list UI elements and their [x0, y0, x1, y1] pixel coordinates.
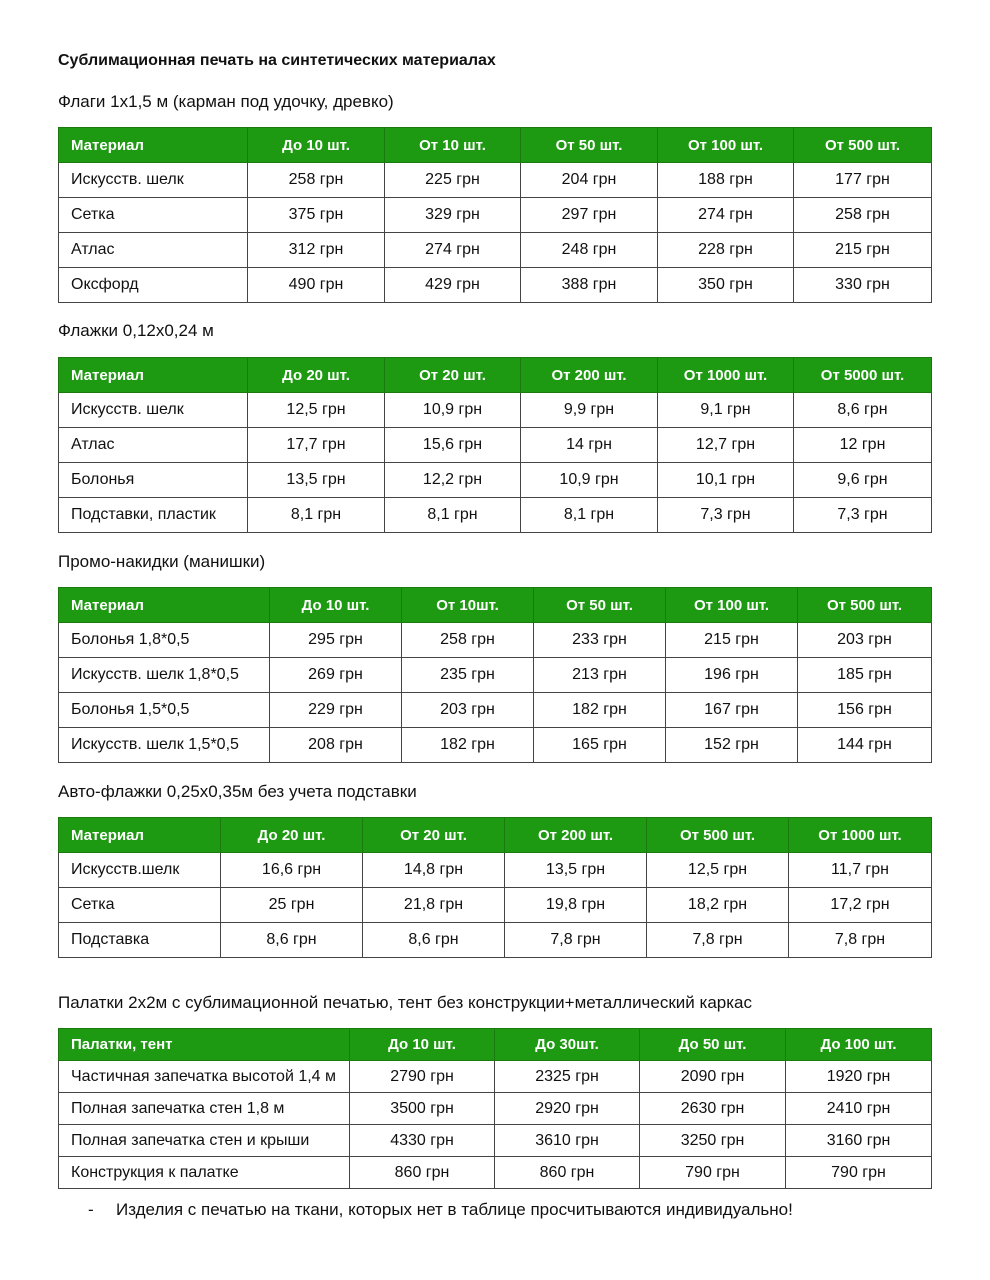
section-title-promo-capes: Промо-накидки (манишки): [58, 552, 266, 571]
column-header: До 50 шт.: [640, 1029, 786, 1061]
material-cell: Болонья: [59, 463, 248, 498]
material-cell: Атлас: [59, 233, 248, 268]
column-header: От 50 шт.: [534, 588, 666, 623]
price-cell: 258 грн: [248, 163, 385, 198]
column-header: До 10 шт.: [350, 1029, 495, 1061]
price-cell: 10,1 грн: [658, 463, 794, 498]
section-title-flags: Флаги 1х1,5 м (карман под удочку, древко): [58, 92, 394, 111]
price-cell: 14 грн: [521, 428, 658, 463]
price-table-small-flags: [58, 357, 932, 533]
table-row: [59, 1061, 932, 1093]
table-row: [59, 658, 932, 693]
price-cell: 156 грн: [798, 693, 932, 728]
price-cell: 9,1 грн: [658, 393, 794, 428]
price-cell: 8,6 грн: [794, 393, 932, 428]
section-title-small-flags: Флажки 0,12х0,24 м: [58, 321, 214, 340]
price-cell: 203 грн: [402, 693, 534, 728]
table-row: [59, 728, 932, 763]
price-cell: 188 грн: [658, 163, 794, 198]
price-cell: 182 грн: [402, 728, 534, 763]
price-cell: 269 грн: [270, 658, 402, 693]
price-cell: 2920 грн: [495, 1093, 640, 1125]
price-cell: 9,6 грн: [794, 463, 932, 498]
table-row: [59, 268, 932, 303]
price-cell: 2325 грн: [495, 1061, 640, 1093]
price-cell: 7,3 грн: [658, 498, 794, 533]
price-cell: 233 грн: [534, 623, 666, 658]
column-header: От 100 шт.: [666, 588, 798, 623]
table-header-row: [59, 1029, 932, 1061]
price-cell: 2630 грн: [640, 1093, 786, 1125]
price-cell: 204 грн: [521, 163, 658, 198]
price-cell: 790 грн: [786, 1157, 932, 1189]
price-cell: 13,5 грн: [505, 853, 647, 888]
price-cell: 274 грн: [385, 233, 521, 268]
column-header: Материал: [59, 358, 248, 393]
price-cell: 228 грн: [658, 233, 794, 268]
table-header-row: [59, 128, 932, 163]
price-cell: 9,9 грн: [521, 393, 658, 428]
price-cell: 7,3 грн: [794, 498, 932, 533]
price-cell: 15,6 грн: [385, 428, 521, 463]
price-cell: 329 грн: [385, 198, 521, 233]
table-row: [59, 923, 932, 958]
price-cell: 17,2 грн: [789, 888, 932, 923]
price-cell: 7,8 грн: [789, 923, 932, 958]
price-cell: 12 грн: [794, 428, 932, 463]
price-cell: 13,5 грн: [248, 463, 385, 498]
material-cell: Подставки, пластик: [59, 498, 248, 533]
price-cell: 196 грн: [666, 658, 798, 693]
footnote-text: Изделия с печатью на ткани, которых нет в таблице просчитываются индивидуально!: [116, 1200, 793, 1219]
price-cell: 350 грн: [658, 268, 794, 303]
price-table-flags: [58, 127, 932, 303]
column-header: От 50 шт.: [521, 128, 658, 163]
material-cell: Конструкция к палатке: [59, 1157, 350, 1189]
column-header: До 100 шт.: [786, 1029, 932, 1061]
price-cell: 2790 грн: [350, 1061, 495, 1093]
material-cell: Искусств. шелк: [59, 393, 248, 428]
price-cell: 429 грн: [385, 268, 521, 303]
column-header: До 10 шт.: [248, 128, 385, 163]
price-cell: 3250 грн: [640, 1125, 786, 1157]
table-header-row: [59, 588, 932, 623]
material-cell: Сетка: [59, 198, 248, 233]
table-row: [59, 463, 932, 498]
price-cell: 330 грн: [794, 268, 932, 303]
table-row: [59, 1093, 932, 1125]
table-row: [59, 1125, 932, 1157]
price-cell: 2410 грн: [786, 1093, 932, 1125]
material-cell: Искусств. шелк: [59, 163, 248, 198]
material-cell: Искусств. шелк 1,8*0,5: [59, 658, 270, 693]
table-row: [59, 428, 932, 463]
table-row: [59, 393, 932, 428]
table-row: [59, 233, 932, 268]
price-cell: 235 грн: [402, 658, 534, 693]
price-cell: 14,8 грн: [363, 853, 505, 888]
price-cell: 12,2 грн: [385, 463, 521, 498]
column-header: Материал: [59, 818, 221, 853]
material-cell: Искусств.шелк: [59, 853, 221, 888]
price-cell: 3610 грн: [495, 1125, 640, 1157]
column-header: От 200 шт.: [521, 358, 658, 393]
price-cell: 258 грн: [794, 198, 932, 233]
table-row: [59, 853, 932, 888]
price-table-car-flags: [58, 817, 932, 958]
price-cell: 1920 грн: [786, 1061, 932, 1093]
price-cell: 167 грн: [666, 693, 798, 728]
column-header: От 500 шт.: [798, 588, 932, 623]
price-cell: 215 грн: [794, 233, 932, 268]
price-cell: 388 грн: [521, 268, 658, 303]
price-cell: 8,1 грн: [385, 498, 521, 533]
page-title: Сублимационная печать на синтетических материалах: [58, 52, 496, 69]
price-cell: 16,6 грн: [221, 853, 363, 888]
price-cell: 312 грн: [248, 233, 385, 268]
price-cell: 860 грн: [350, 1157, 495, 1189]
table-header-row: [59, 818, 932, 853]
price-cell: 8,6 грн: [363, 923, 505, 958]
price-cell: 208 грн: [270, 728, 402, 763]
column-header: От 20 шт.: [363, 818, 505, 853]
price-cell: 213 грн: [534, 658, 666, 693]
price-cell: 185 грн: [798, 658, 932, 693]
table-header-row: [59, 358, 932, 393]
column-header: До 20 шт.: [221, 818, 363, 853]
column-header: Палатки, тент: [59, 1029, 350, 1061]
price-cell: 17,7 грн: [248, 428, 385, 463]
material-cell: Частичная запечатка высотой 1,4 м: [59, 1061, 350, 1093]
material-cell: Оксфорд: [59, 268, 248, 303]
price-cell: 4330 грн: [350, 1125, 495, 1157]
table-row: [59, 198, 932, 233]
column-header: От 1000 шт.: [789, 818, 932, 853]
table-row: [59, 888, 932, 923]
price-cell: 18,2 грн: [647, 888, 789, 923]
price-cell: 25 грн: [221, 888, 363, 923]
price-cell: 375 грн: [248, 198, 385, 233]
price-cell: 21,8 грн: [363, 888, 505, 923]
table-row: [59, 498, 932, 533]
material-cell: Сетка: [59, 888, 221, 923]
price-cell: 8,6 грн: [221, 923, 363, 958]
price-cell: 790 грн: [640, 1157, 786, 1189]
material-cell: Болонья 1,5*0,5: [59, 693, 270, 728]
price-cell: 8,1 грн: [521, 498, 658, 533]
bullet-dash: -: [88, 1200, 94, 1219]
price-cell: 10,9 грн: [385, 393, 521, 428]
material-cell: Полная запечатка стен и крыши: [59, 1125, 350, 1157]
price-cell: 490 грн: [248, 268, 385, 303]
table-row: [59, 693, 932, 728]
price-cell: 177 грн: [794, 163, 932, 198]
price-cell: 274 грн: [658, 198, 794, 233]
column-header: От 200 шт.: [505, 818, 647, 853]
price-cell: 182 грн: [534, 693, 666, 728]
price-table-tents: [58, 1028, 932, 1189]
price-cell: 3160 грн: [786, 1125, 932, 1157]
price-cell: 248 грн: [521, 233, 658, 268]
column-header: От 500 шт.: [647, 818, 789, 853]
material-cell: Подставка: [59, 923, 221, 958]
material-cell: Болонья 1,8*0,5: [59, 623, 270, 658]
price-cell: 295 грн: [270, 623, 402, 658]
price-cell: 7,8 грн: [505, 923, 647, 958]
price-cell: 144 грн: [798, 728, 932, 763]
material-cell: Полная запечатка стен 1,8 м: [59, 1093, 350, 1125]
column-header: До 10 шт.: [270, 588, 402, 623]
price-cell: 258 грн: [402, 623, 534, 658]
price-table-promo-capes: [58, 587, 932, 763]
price-cell: 297 грн: [521, 198, 658, 233]
column-header: От 20 шт.: [385, 358, 521, 393]
column-header: Материал: [59, 588, 270, 623]
column-header: От 1000 шт.: [658, 358, 794, 393]
price-cell: 19,8 грн: [505, 888, 647, 923]
price-cell: 229 грн: [270, 693, 402, 728]
price-cell: 12,7 грн: [658, 428, 794, 463]
table-row: [59, 163, 932, 198]
table-row: [59, 623, 932, 658]
price-cell: 7,8 грн: [647, 923, 789, 958]
price-cell: 11,7 грн: [789, 853, 932, 888]
price-cell: 215 грн: [666, 623, 798, 658]
footnote: [88, 1200, 793, 1220]
table-row: [59, 1157, 932, 1189]
price-cell: 12,5 грн: [248, 393, 385, 428]
section-title-tents: Палатки 2х2м с сублимационной печатью, тент без конструкции+металлический каркас: [58, 993, 753, 1012]
column-header: Материал: [59, 128, 248, 163]
section-title-car-flags: Авто-флажки 0,25х0,35м без учета подставки: [58, 782, 417, 801]
column-header: От 5000 шт.: [794, 358, 932, 393]
price-cell: 10,9 грн: [521, 463, 658, 498]
price-cell: 2090 грн: [640, 1061, 786, 1093]
price-cell: 225 грн: [385, 163, 521, 198]
price-cell: 203 грн: [798, 623, 932, 658]
column-header: До 20 шт.: [248, 358, 385, 393]
column-header: До 30шт.: [495, 1029, 640, 1061]
material-cell: Искусств. шелк 1,5*0,5: [59, 728, 270, 763]
column-header: От 500 шт.: [794, 128, 932, 163]
price-cell: 152 грн: [666, 728, 798, 763]
material-cell: Атлас: [59, 428, 248, 463]
column-header: От 10шт.: [402, 588, 534, 623]
column-header: От 10 шт.: [385, 128, 521, 163]
price-cell: 165 грн: [534, 728, 666, 763]
price-cell: 860 грн: [495, 1157, 640, 1189]
price-cell: 12,5 грн: [647, 853, 789, 888]
price-cell: 3500 грн: [350, 1093, 495, 1125]
price-cell: 8,1 грн: [248, 498, 385, 533]
column-header: От 100 шт.: [658, 128, 794, 163]
